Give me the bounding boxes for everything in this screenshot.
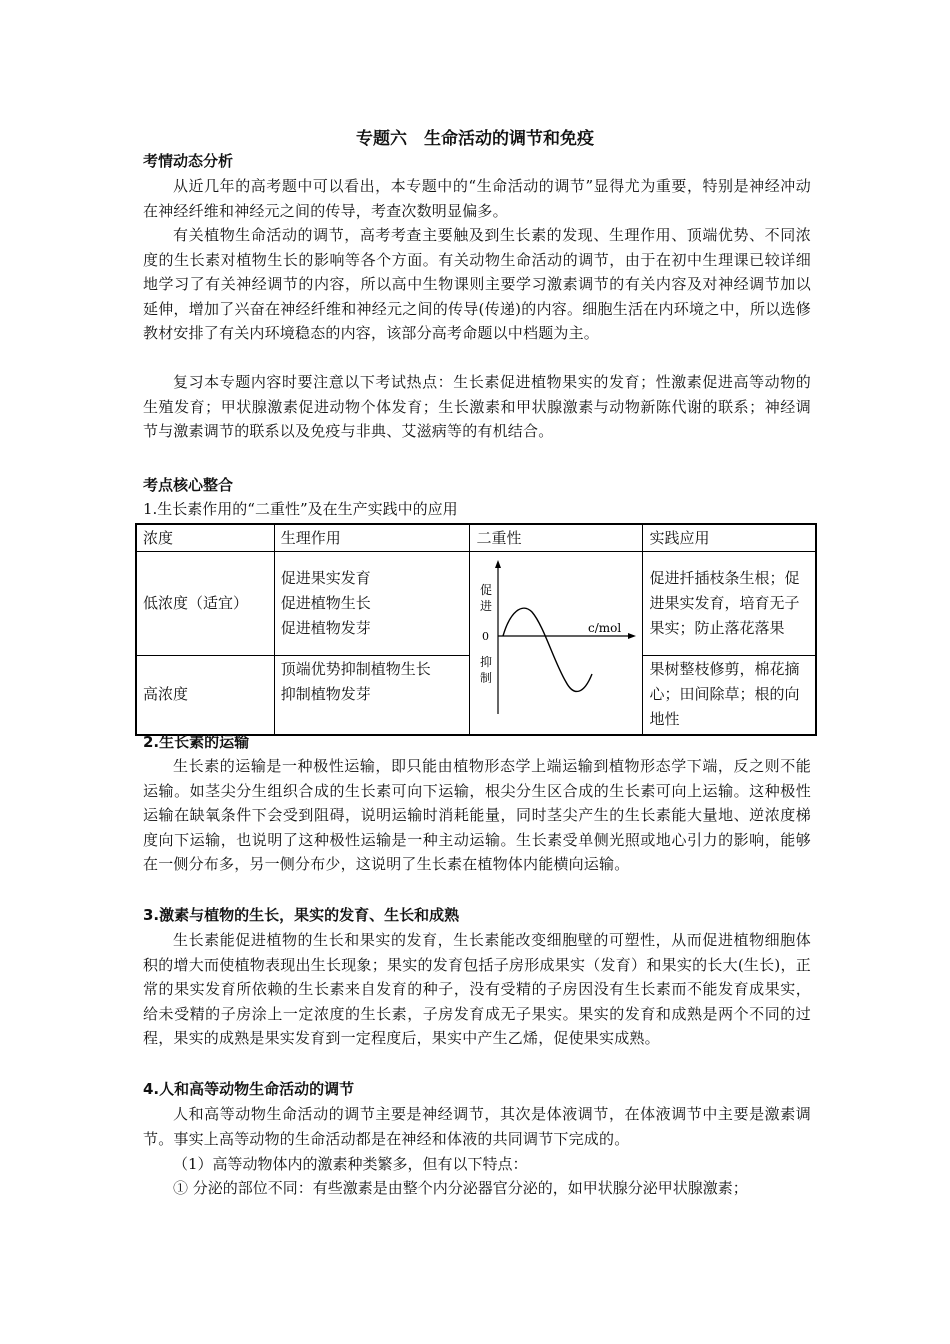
duality-figure-cell bbox=[470, 552, 643, 736]
zero-label: 0 bbox=[482, 630, 490, 643]
subsection-4-text: 人和高等动物生命活动的调节主要是神经调节，其次是体液调节，在体液调节中主要是激素调节。事实上高等动物的生命活动都是在神经和体液的共同调节下完成的。 bbox=[143, 1105, 811, 1148]
cell-effects-high bbox=[274, 655, 470, 735]
table-header-row bbox=[136, 524, 816, 552]
table-row bbox=[136, 552, 816, 656]
y-axis-arrow bbox=[495, 560, 501, 568]
paragraph-3: 复习本专题内容时要注意以下考试热点：生长素促进植物果实的发育；性激素促进高等动物的生殖发育；甲状腺激素促进动物个体发育；生长激素和甲状腺激素与动物新陈代谢的联系；神经调节与激素调节的联系以及免疫与非典、艾滋病等的有机结合。 bbox=[143, 373, 811, 440]
cell-application-low: 促进扦插枝条生根；促进果实发育，培育无子果实；防止落花落果 bbox=[643, 552, 816, 656]
effect-line: 抑制植物发芽 bbox=[280, 685, 371, 704]
inhibit-label-2: 制 bbox=[480, 671, 493, 685]
subsection-4-item-2: ① 分泌的部位不同：有些激素是由整个内分泌器官分泌的，如甲状腺分泌甲状腺激素； bbox=[173, 1179, 748, 1197]
section-heading-core: 考点核心整合 bbox=[143, 476, 234, 494]
header-duality: 二重性 bbox=[470, 524, 643, 552]
subsection-2-heading: 2.生长素的运输 bbox=[143, 733, 250, 751]
auxin-duality-graph bbox=[470, 552, 642, 726]
page-title: 专题六 生命活动的调节和免疫 bbox=[356, 129, 594, 149]
subsection-2-text: 生长素的运输是一种极性运输，即只能由植物形态学上端运输到植物形态学下端，反之则不能运输。如茎尖分生组织合成的生长素可向下运输，根尖分生区合成的生长素可向上运输。这种极性运输在缺氧条件下会受到阻碍，说明运输时消耗能量，同时茎尖产生的生长素能大量地、逆浓度梯度向下运输，也说明了这种极性运输是一种主动运输。生长素受单侧光照或地心引力的影响，能够在一侧分布多，另一侧分布少，这说明了生长素在植物体内能横向运输。 bbox=[143, 757, 811, 873]
section-heading-analysis: 考情动态分析 bbox=[143, 152, 234, 170]
subsection-3-text: 生长素能促进植物的生长和果实的发育，生长素能改变细胞壁的可塑性，从而促进植物细胞体积的增大而使植物表现出生长现象；果实的发育包括子房形成果实（发育）和果实的长大(生长)，正常的果实发育所依赖的生长素来自发育的种子，没有受精的子房因没有生长素而不能发育成果实，给未受精的子房涂上一定浓度的生长素，子房发育成无子果实。果实的发育和成熟是两个不同的过程，果实的成熟是果实发育到一定程度后，果实中产生乙烯，促使果实成熟。 bbox=[143, 931, 811, 1047]
auxin-table bbox=[135, 523, 817, 736]
paragraph-2: 有关植物生命活动的调节，高考考查主要触及到生长素的发现、生理作用、顶端优势、不同浓度的生长素对植物生长的影响等各个方面。有关动物生命活动的调节，由于在初中生理课已较详细地学习了有关神经调节的内容，所以高中生物课则主要学习激素调节的有关内容及对神经调节加以延伸，增加了兴奋在神经纤维和神经元之间的传导(传递)的内容。细胞生活在内环境之中，所以选修教材安排了有关内环境稳态的内容，该部分高考命题以中档题为主。 bbox=[143, 226, 811, 342]
effect-line: 促进植物发芽 bbox=[280, 618, 371, 637]
subsection-4-heading: 4.人和高等动物生命活动的调节 bbox=[143, 1080, 355, 1098]
paragraph-1: 从近几年的高考题中可以看出，本专题中的“生命活动的调节”显得尤为重要，特别是神经冲动在神经纤维和神经元之间的传导，考查次数明显偏多。 bbox=[143, 177, 811, 220]
cell-concentration-high: 高浓度 bbox=[136, 655, 274, 735]
x-axis-label: c/mol bbox=[588, 621, 622, 635]
header-application: 实践应用 bbox=[643, 524, 816, 552]
header-effect: 生理作用 bbox=[274, 524, 470, 552]
effect-line: 顶端优势抑制植物生长 bbox=[280, 660, 431, 679]
x-axis-arrow bbox=[628, 633, 636, 639]
subsection-3-heading: 3.激素与植物的生长，果实的发育、生长和成熟 bbox=[143, 906, 460, 924]
effect-line: 促进植物生长 bbox=[280, 593, 371, 612]
cell-application-high: 果树整枝修剪，棉花摘心；田间除草；根的向地性 bbox=[643, 655, 816, 735]
effect-line: 促进果实发育 bbox=[280, 568, 371, 587]
cell-effects-low bbox=[274, 552, 470, 656]
header-concentration: 浓度 bbox=[136, 524, 274, 552]
promote-label-1: 促 bbox=[480, 583, 493, 597]
cell-concentration-low: 低浓度（适宜） bbox=[136, 552, 274, 656]
auxin-curve bbox=[503, 608, 592, 691]
subsection-1-title: 1.生长素作用的“二重性”及在生产实践中的应用 bbox=[143, 500, 458, 518]
promote-label-2: 进 bbox=[480, 599, 493, 613]
inhibit-label-1: 抑 bbox=[480, 655, 493, 669]
subsection-4-item-1: （1）高等动物体内的激素种类繁多，但有以下特点： bbox=[173, 1155, 528, 1173]
